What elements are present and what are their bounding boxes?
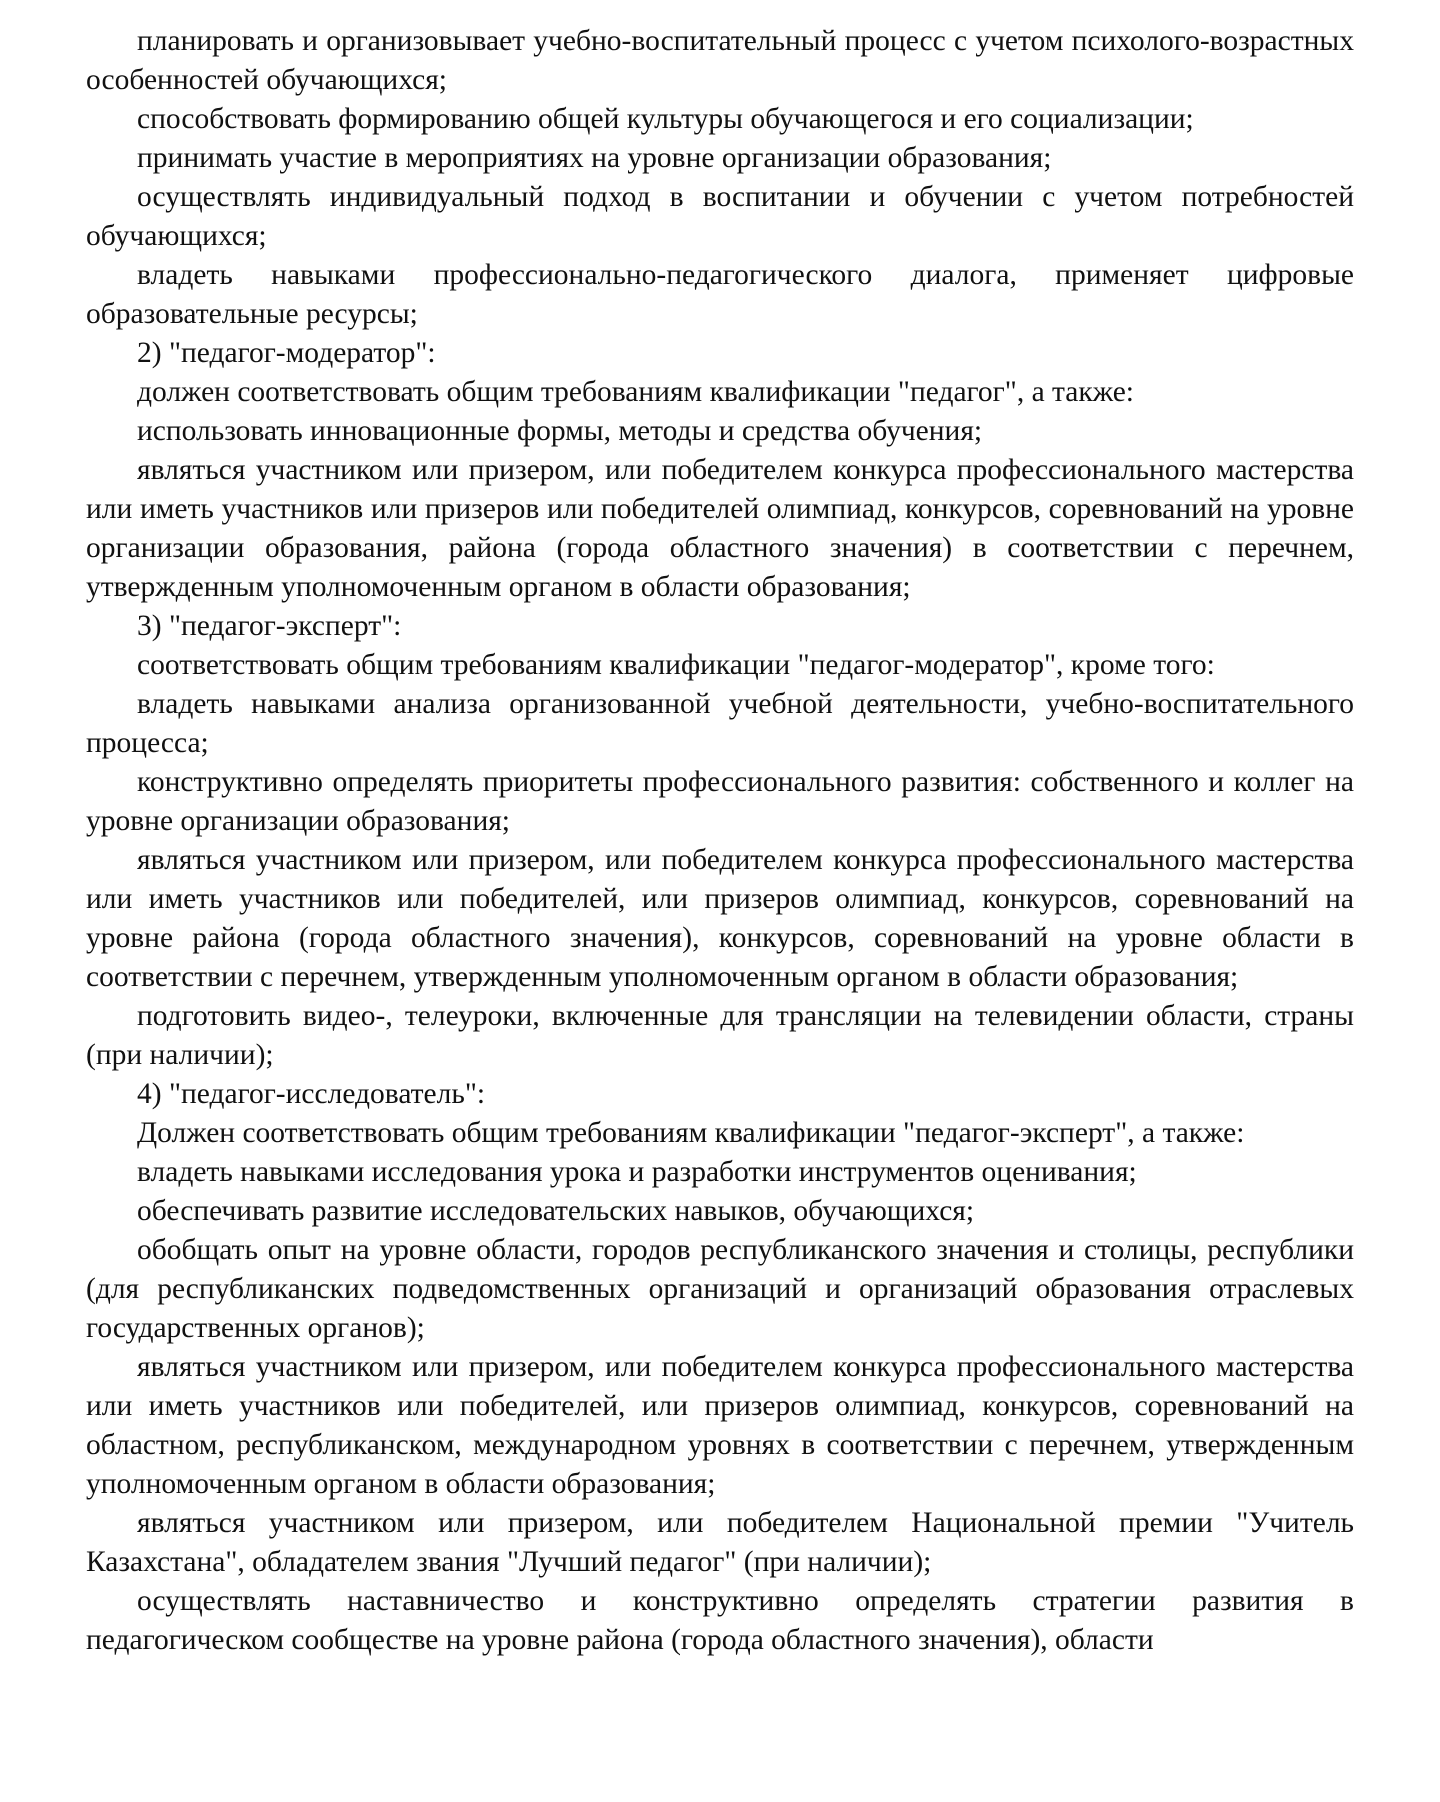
- paragraph-moderator-competitions: являться участником или призером, или победителем конкурса профессионального мастерства или иметь участников или призеров или победителей олимпиад, конкурсов, соревнований на уровне организации образования, района (города областного значения) в соответствии с перечнем, утвержденным уполномоченным органом в области образования;: [86, 454, 1354, 603]
- paragraph-expert-general: соответствовать общим требованиям квалификации "педагог-модератор", кроме того:: [137, 649, 1215, 681]
- heading-pedagog-researcher: 4) "педагог-исследователь":: [137, 1078, 486, 1110]
- paragraph-lesson-research: владеть навыками исследования урока и разработки инструментов оценивания;: [137, 1156, 1137, 1188]
- paragraph-plan-process: планировать и организовывает учебно-воспитательный процесс с учетом психолого-возрастных особенностей обучающихся;: [86, 25, 1354, 96]
- heading-pedagog-expert: 3) "педагог-эксперт":: [137, 610, 402, 642]
- paragraph-national-award: являться участником или призером, или победителем Национальной премии "Учитель Казахстана", обладателем звания "Лучший педагог" (при наличии);: [86, 1507, 1354, 1578]
- paragraph-innovative-forms: использовать инновационные формы, методы и средства обучения;: [137, 415, 983, 447]
- paragraph-general-culture: способствовать формированию общей культуры обучающегося и его социализации;: [137, 103, 1194, 135]
- paragraph-researcher-competitions: являться участником или призером, или победителем конкурса профессионального мастерства или иметь участников или победителей, или призеров олимпиад, конкурсов, соревнований на областном, республиканском, международном уровнях в соответствии с перечнем, утвержденным уполномоченным органом в области образования;: [86, 1351, 1354, 1500]
- paragraph-video-lessons: подготовить видео-, телеуроки, включенные для трансляции на телевидении области, страны (при наличии);: [86, 1000, 1354, 1071]
- paragraph-development-priorities: конструктивно определять приоритеты профессионального развития: собственного и коллег на уровне организации образования;: [86, 766, 1354, 837]
- paragraph-expert-competitions: являться участником или призером, или победителем конкурса профессионального мастерства или иметь участников или победителей, или призеров олимпиад, конкурсов, соревнований на уровне района (города областного значения), конкурсов, соревнований на уровне области в соответствии с перечнем, утвержденным уполномоченным органом в области образования;: [86, 844, 1354, 993]
- paragraph-generalize-experience: обобщать опыт на уровне области, городов республиканского значения и столицы, республики (для республиканских подведомственных организаций и организаций образования отраслевых государственных органов);: [86, 1234, 1354, 1344]
- paragraph-digital-resources: владеть навыками профессионально-педагогического диалога, применяет цифровые образовательные ресурсы;: [86, 259, 1354, 330]
- paragraph-research-skills: обеспечивать развитие исследовательских навыков, обучающихся;: [137, 1195, 975, 1227]
- paragraph-moderator-general: должен соответствовать общим требованиям квалификации "педагог", а также:: [137, 376, 1134, 408]
- paragraph-individual-approach: осуществлять индивидуальный подход в воспитании и обучении с учетом потребностей обучающихся;: [86, 181, 1354, 252]
- paragraph-analysis-skills: владеть навыками анализа организованной учебной деятельности, учебно-воспитательного процесса;: [86, 688, 1354, 759]
- document-body: [86, 22, 1354, 1660]
- paragraph-participate-events: принимать участие в мероприятиях на уровне организации образования;: [137, 142, 1052, 174]
- paragraph-researcher-general: Должен соответствовать общим требованиям квалификации "педагог-эксперт", а также:: [137, 1117, 1245, 1149]
- heading-pedagog-moderator: 2) "педагог-модератор":: [137, 337, 436, 369]
- paragraph-mentoring: осуществлять наставничество и конструктивно определять стратегии развития в педагогическом сообществе на уровне района (города областного значения), области: [86, 1585, 1354, 1656]
